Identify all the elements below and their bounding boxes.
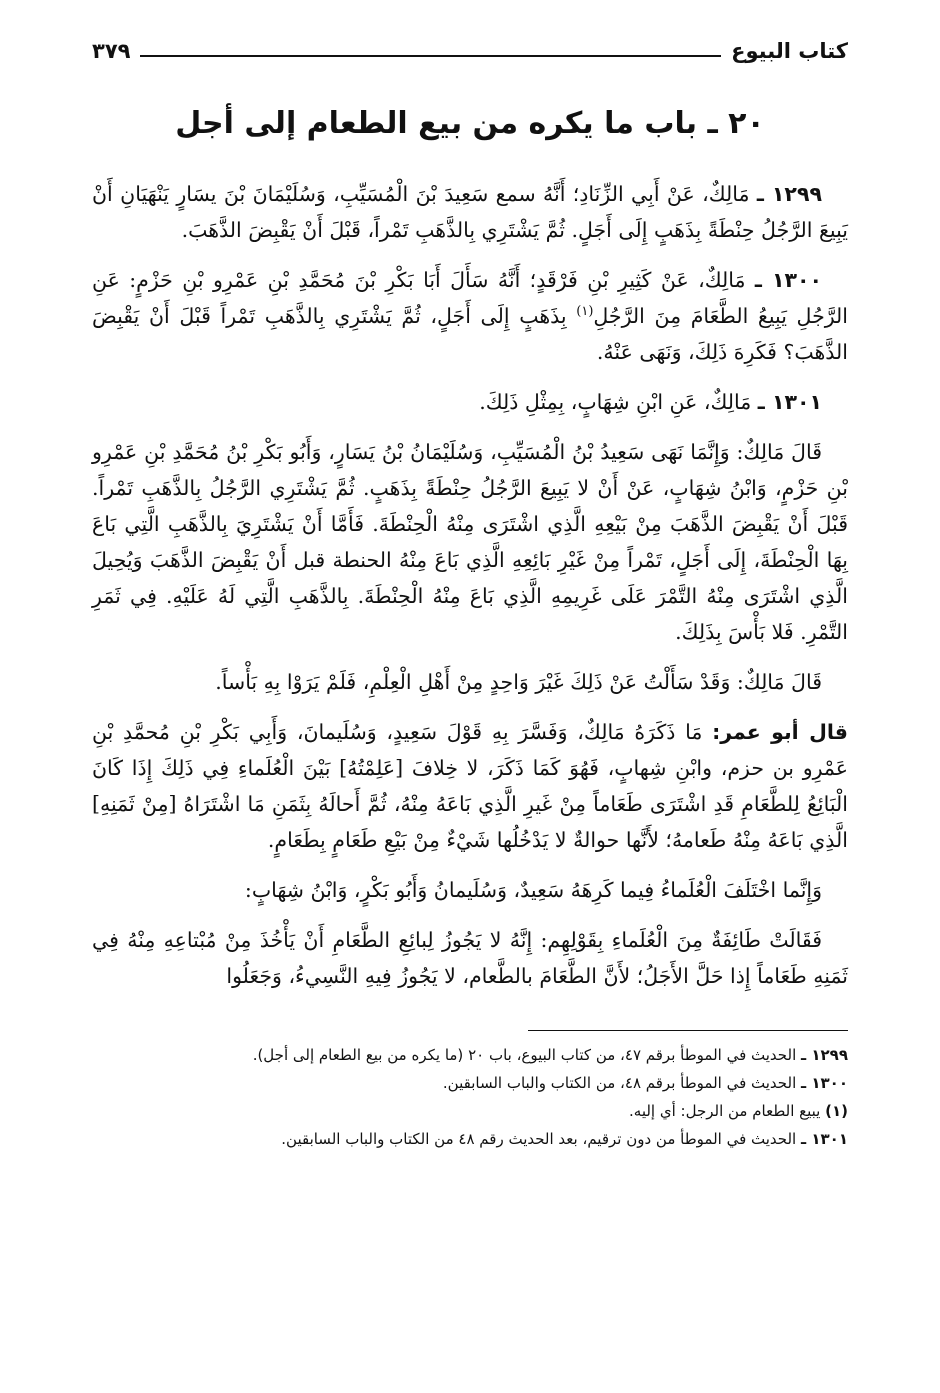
commentary-malik-1 — [92, 434, 848, 650]
running-title: كتاب البيوع — [731, 39, 848, 63]
hadith-number: ١٣٠٠ ـ — [754, 268, 822, 292]
page-number: ٣٧٩ — [92, 39, 131, 63]
commentary-text: قَالَ مَالِكٌ: وَإِنَّمَا نَهَى سَعِيدُ بْنُ الْمُسَيِّبِ، وَسُلَيْمَانُ بْنُ يَسَارٍ، وَأَبُو بَكْرِ بْنُ مُحَمَّدِ بْنِ عَمْرِو بْنِ حَزْمٍ، وَابْنُ شِهَابٍ، عَنْ أَنْ لا يَبِيعَ الرَّجُلُ حِنْطَةً بِذَهَبٍ. ثُمَّ يَشْتَرِي الرَّجُلُ بِالذَّهَبِ تَمْراً. قَبْلَ أَنْ يَقْبِضَ الذَّهَبَ مِنْ بَيْعِهِ الَّذِي اشْتَرَى مِنْهُ الْحِنْطَةَ. فَأَمَّا أَنْ يَشْتَرِيَ بِالذَّهَبِ الَّتِي بَاعَ بِهَا الْحِنْطَةَ، إِلَى أَجَلٍ، تَمْراً مِنْ غَيْرِ بَائِعِهِ الَّذِي بَاعَ مِنْهُ الحنطة قبل أَنْ يَقْبِضَ الذَّهَبَ وَيُحِيلَ الَّذِي اشْتَرَى مِنْهُ التَّمْرَ عَلَى غَرِيمِهِ الَّذِي بَاعَ مِنْهُ الْحِنْطَةَ. بِالذَّهَبِ الَّتِي لَهُ عَلَيْهِ. فِي ثَمَرِ التَّمْرِ. فَلا بَأْسَ بِذَلِكَ. — [92, 440, 848, 644]
footnote-1300 — [92, 1073, 848, 1094]
footnote-text: الحديث في الموطأ برقم ٤٨، من الكتاب والباب السابقين. — [442, 1074, 797, 1092]
hadith-1300 — [92, 262, 848, 370]
footnote-text: الحديث في الموطأ برقم ٤٧، من كتاب البيوع، باب ٢٠ (ما يكره من بيع الطعام إلى أجل). — [252, 1046, 797, 1064]
running-header — [92, 22, 848, 62]
commentary-malik-2 — [92, 664, 848, 700]
hadith-text-continued: بِذَهَبٍ إِلَى أَجَلٍ، ثُمَّ يَشْتَرِي بِالذَّهَبِ تَمْراً قَبْلَ أَنْ يَقْبِضَ الذَّهَبَ؟ فَكَرِهَ ذَلِكَ، وَنَهَى عَنْهُ. — [92, 304, 848, 364]
speaker-label: قال أبو عمر: — [712, 720, 848, 744]
hadith-text: مَالِكٌ، عَنِ ابْنِ شِهَابٍ، بِمِثْلِ ذَلِكَ. — [479, 390, 752, 414]
footnote-number: ١٢٩٩ ـ — [801, 1046, 848, 1064]
footnote-separator — [528, 1030, 848, 1031]
commentary-disagreement — [92, 872, 848, 908]
footnote-marker[interactable]: (١) — [576, 304, 594, 320]
commentary-text: وَإِنَّما اخْتَلَفَ الْعُلَماءُ فِيما كَرِهَهُ سَعِيدٌ، وَسُلَيمانُ وَأَبُو بَكْرٍ، وَابْنُ شِهَابٍ: — [244, 878, 822, 902]
footnote-1301 — [92, 1129, 848, 1150]
footnote-text: الحديث في الموطأ من دون ترقيم، بعد الحديث رقم ٤٨ من الكتاب والباب السابقين. — [281, 1130, 797, 1148]
hadith-text: مَالِكٌ، عَنْ أَبِي الزِّنَادِ؛ أَنَّهُ سمع سَعِيدَ بْنَ الْمُسَيِّبِ، وَسُلَيْمَانَ بْنَ يسَارٍ يَنْهَيَانِ أَنْ يَبِيعَ الرَّجُلُ حِنْطَةً بِذَهَبٍ إِلَى أَجَلٍ. ثُمَّ يَشْتَرِي بِالذَّهَبِ تَمْراً، قَبْلَ أَنْ يَقْبِضَ الذَّهَبَ. — [92, 182, 848, 242]
hadith-number: ١٢٩٩ ـ — [756, 182, 822, 206]
footnote-1299 — [92, 1045, 848, 1066]
footnote-number: ١٣٠١ ـ — [801, 1130, 848, 1148]
commentary-text: مَا ذَكَرَهُ مَالِكٌ، وَفَسَّرَ بِهِ قَوْلَ سَعِيدٍ، وَسُلَيمانَ، وَأَبِي بَكْرِ بْنِ مُحمَّدِ بْنِ عَمْرِو بن حزم، وابْنِ شِهابٍ، فَهُوَ كَمَا ذَكَرَ، لا خِلافَ [عَلِمْتُهُ] بَيْنَ الْعُلَماءِ فِي ذَلِكَ إِذَا كَانَ الْبَائِعُ لِلطَّعَامِ قَدِ اشْتَرَى طَعَاماً مِنْ غَيرِ الَّذِي بَاعَهُ مِنْهُ، ثُمَّ أَحالَهُ بِثَمَنِ مَا اشْتَرَاهُ [مِنْ ثَمَنِهِ] الَّذِي بَاعَهُ مِنْهُ طَعامهُ؛ لأَنَّها حوالةٌ لا يَدْخُلُها شَيْءٌ مِنْ بَيْعِ طَعَامٍ بِطَعَامٍ. — [92, 720, 848, 852]
hadith-number: ١٣٠١ ـ — [757, 390, 822, 414]
commentary-text: قَالَ مَالِكٌ: وَقَدْ سَأَلْتُ عَنْ ذَلِكَ غَيْرَ وَاحِدٍ مِنْ أَهْلِ الْعِلْمِ، فَلَمْ يَرَوْا بِهِ بَأْساً. — [215, 670, 822, 694]
commentary-abu-umar — [92, 714, 848, 858]
footnote-number: (١) — [825, 1102, 848, 1120]
hadith-1301 — [92, 384, 848, 420]
commentary-text: فَقَالَتْ طَائِفَةٌ مِنَ الْعُلَماءِ بِقَوْلِهِم: إِنَّهُ لا يَجُوزُ لِبائِعِ الطَّعَامِ أَنْ يَأْخُذَ مِنْ مُبْتاعِهِ مِنْهُ فِي ثَمَنِهِ طَعَاماً إِذا حَلَّ الأَجَلُ؛ لأَنَّ الطَّعَامَ بالطَّعام، لا يَجُوزُ فِيهِ النَّسِيءُ، وَجَعَلُوا — [92, 928, 848, 988]
chapter-title: ٢٠ ـ باب ما يكره من بيع الطعام إلى أجل — [175, 106, 765, 141]
hadith-1299 — [92, 176, 848, 248]
hadith-text: مَالِكٌ، عَنْ كَثِيرِ بْنِ فَرْقَدٍ؛ أَنَّهُ سَأَلَ أَبَا بَكْرِ بْنَ مُحَمَّدِ بْنِ عَمْرِو بْنِ حَزْمٍ: عَنِ الرَّجُلِ يَبِيعُ الطَّعَامَ مِنَ الرَّجُلِ — [92, 268, 848, 328]
footnote-note-1 — [92, 1101, 848, 1122]
footnote-text: يبيع الطعام من الرجل: أي إليه. — [629, 1102, 821, 1120]
commentary-group-opinion — [92, 922, 848, 994]
footnote-number: ١٣٠٠ ـ — [801, 1074, 848, 1092]
header-rule — [140, 55, 721, 57]
